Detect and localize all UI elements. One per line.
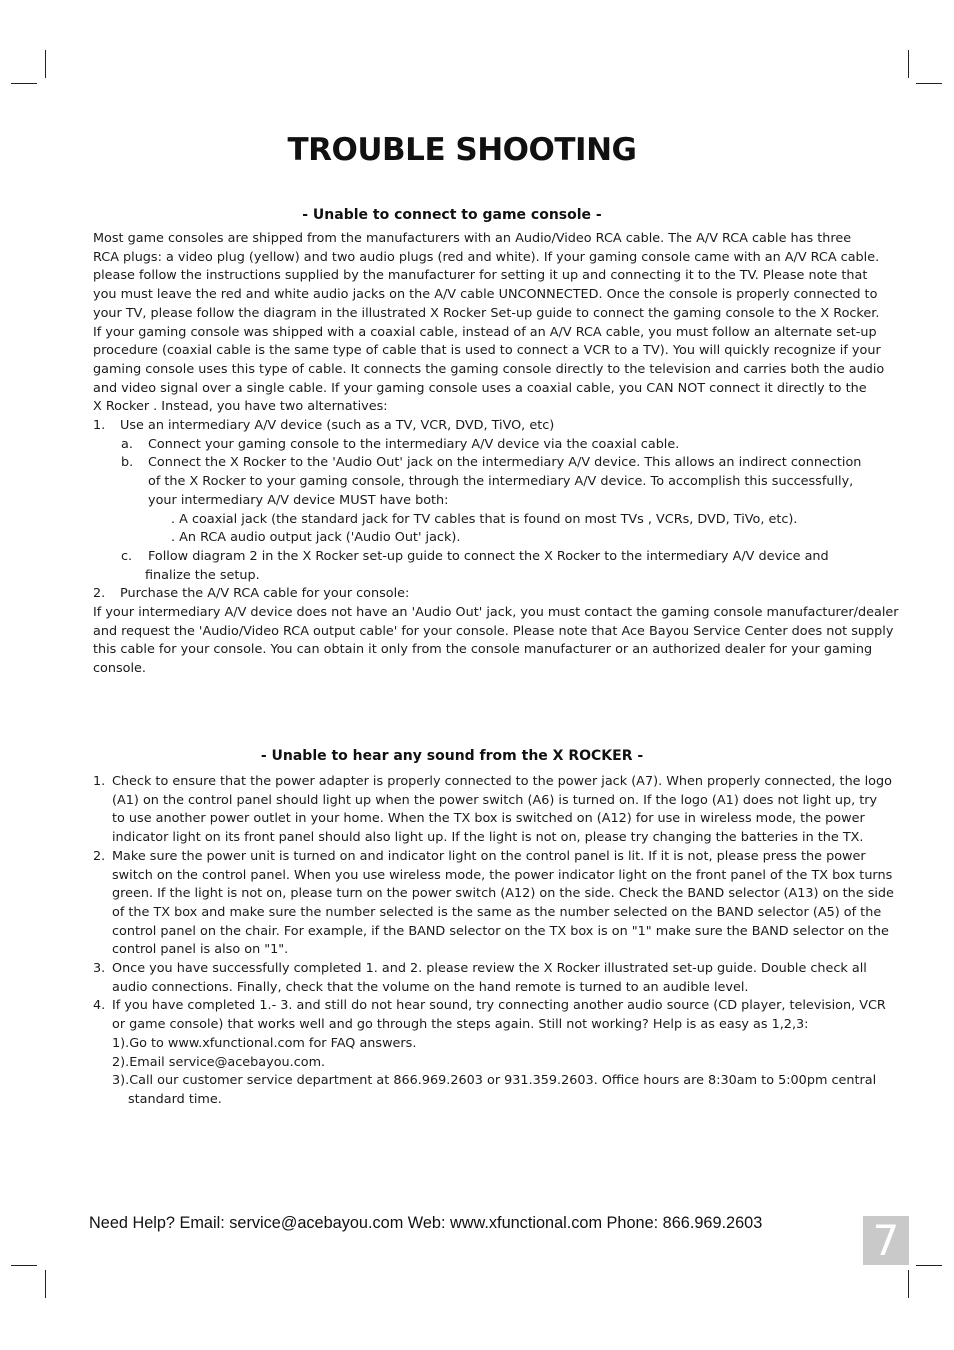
bullet-item: . An RCA audio output jack ('Audio Out' jack).	[171, 530, 461, 546]
list-letter: b.	[121, 455, 134, 471]
paragraph-line: console.	[93, 661, 146, 677]
paragraph-line: If your gaming console was shipped with a coaxial cable, instead of an A/V RCA cable, you must follow an alternate set-up	[93, 324, 877, 340]
list-number: 2.	[93, 586, 106, 602]
list-letter: a.	[121, 436, 133, 452]
list-item-text: Use an intermediary A/V device (such as a TV, VCR, DVD, TiVO, etc)	[120, 418, 555, 434]
list-number: 2.	[93, 848, 106, 864]
paragraph-line: please follow the instructions supplied by the manufacturer for setting it up and connecting it to the TV. Please note that	[93, 268, 868, 284]
page-title: TROUBLE SHOOTING	[287, 132, 637, 168]
paragraph-line: Most game consoles are shipped from the manufacturers with an Audio/Video RCA cable. The A/V RCA cable has three	[93, 231, 852, 246]
list-item-text: Purchase the A/V RCA cable for your console:	[120, 586, 410, 602]
list-item	[93, 585, 899, 604]
list-item-text: Make sure the power unit is turned on and indicator light on the control panel is lit. If it is not, please press the power	[112, 848, 866, 864]
list-number: 4.	[93, 998, 106, 1014]
list-item-text: Connect your gaming console to the intermediary A/V device via the coaxial cable.	[148, 436, 680, 452]
list-number: 3.	[93, 961, 106, 977]
paragraph-line: X Rocker . Instead, you have two alternatives:	[93, 399, 388, 415]
crop-mark	[11, 1265, 37, 1266]
crop-mark	[916, 83, 942, 84]
list-item-continuation: finalize the setup.	[145, 567, 260, 583]
list-item-continuation: or game console) that works well and go through the steps again. Still not working? Help is as easy as 1,2,3:	[112, 1017, 809, 1033]
crop-mark	[916, 1265, 942, 1266]
list-item-continuation: your intermediary A/V device MUST have both:	[148, 492, 449, 508]
help-step-continuation: standard time.	[128, 1091, 222, 1107]
paragraph-line: your TV, please follow the diagram in the illustrated X Rocker Set-up guide to connect the gaming console to the X Rocker.	[93, 305, 880, 321]
list-item	[93, 997, 894, 1016]
list-item-continuation: indicator light on its front panel should also light up. If the light is not on, please try changing the batteries in the TX.	[112, 830, 864, 846]
list-item-continuation: control panel on the chair. For example, if the BAND selector on the TX box is on "1" make sure the BAND selector on the	[112, 923, 889, 939]
list-item	[93, 548, 899, 567]
list-item	[93, 436, 899, 455]
paragraph-line: procedure (coaxial cable is the same type of cable that is used to connect a VCR to a TV). You will quickly recognize if your	[93, 343, 881, 359]
list-item	[93, 960, 894, 979]
list-letter: c.	[121, 548, 133, 564]
paragraph-line: RCA plugs: a video plug (yellow) and two audio plugs (red and white). If your gaming console came with an A/V RCA cable.	[93, 249, 880, 265]
list-item-continuation: of the X Rocker to your gaming console, through the intermediary A/V device. To accomplish this successfully,	[148, 474, 854, 490]
paragraph-line: and video signal over a single cable. If your gaming console uses a coaxial cable, you CAN NOT connect it directly to the	[93, 380, 867, 396]
crop-mark	[908, 50, 909, 78]
crop-mark	[908, 1270, 909, 1298]
crop-mark	[45, 1270, 46, 1298]
list-number: 1.	[93, 774, 106, 789]
list-item	[93, 848, 894, 867]
paragraph-line: this cable for your console. You can obtain it only from the console manufacturer or an authorized dealer for your gaming	[93, 642, 873, 658]
page-number: 7	[863, 1216, 909, 1265]
list-item-continuation: switch on the control panel. When you use wireless mode, the power indicator light on the front panel of the TX box turns	[112, 867, 893, 883]
list-number: 1.	[93, 418, 106, 434]
list-item	[93, 454, 899, 473]
list-item-continuation: audio connections. Finally, check that the volume on the hand remote is turned to an audible level.	[112, 979, 749, 995]
section-body-game-console	[93, 230, 899, 679]
list-item-text: Once you have successfully completed 1. and 2. please review the X Rocker illustrated set-up guide. Double check all	[112, 961, 867, 977]
list-item-continuation: control panel is also on "1".	[112, 942, 289, 958]
list-item-continuation: to use another power outlet in your home. When the TX box is switched on (A12) for use in wireless mode, the power	[112, 811, 865, 827]
list-item-text: Check to ensure that the power adapter is properly connected to the power jack (A7). When properly connected, the logo	[112, 774, 892, 789]
crop-mark	[45, 50, 46, 78]
footer-contact: Need Help? Email: service@acebayou.com Web: www.xfunctional.com Phone: 866.969.2603	[89, 1214, 763, 1232]
list-item-text: Connect the X Rocker to the 'Audio Out' jack on the intermediary A/V device. This allows an indirect connection	[148, 455, 862, 471]
section-body-no-sound	[93, 773, 894, 1110]
list-item-text: If you have completed 1.- 3. and still do not hear sound, try connecting another audio source (CD player, television, VCR	[112, 998, 886, 1014]
crop-mark	[11, 83, 37, 84]
paragraph-line: gaming console uses this type of cable. It connects the gaming console directly to the television and carries both the audio	[93, 361, 885, 377]
list-item-continuation: of the TX box and make sure the number selected is the same as the number selected on the BAND selector (A5) of the	[112, 904, 882, 920]
paragraph-line: If your intermediary A/V device does not have an 'Audio Out' jack, you must contact the gaming console manufacturer/dealer	[93, 605, 899, 621]
list-item-continuation: (A1) on the control panel should light up when the power switch (A6) is turned on. If the logo (A1) does not light up, try	[112, 792, 878, 808]
section-heading-game-console: - Unable to connect to game console -	[302, 207, 602, 223]
bullet-item: . A coaxial jack (the standard jack for TV cables that is found on most TVs , VCRs, DVD, TiVo, etc).	[171, 511, 798, 527]
help-step: 1).Go to www.xfunctional.com for FAQ answers.	[112, 1035, 417, 1051]
list-item-text: Follow diagram 2 in the X Rocker set-up guide to connect the X Rocker to the intermediary A/V device and	[148, 548, 829, 564]
help-step: 2).Email service@acebayou.com.	[112, 1054, 326, 1070]
paragraph-line: and request the 'Audio/Video RCA output cable' for your console. Please note that Ace Bayou Service Center does not supply	[93, 623, 894, 639]
list-item-continuation: green. If the light is not on, please turn on the power switch (A12) on the side. Check the BAND selector (A13) on the side	[112, 886, 894, 902]
list-item	[93, 417, 899, 436]
section-heading-no-sound: - Unable to hear any sound from the X ROCKER -	[260, 748, 644, 764]
list-item	[93, 773, 894, 792]
help-step: 3).Call our customer service department at 866.969.2603 or 931.359.2603. Office hours are 8:30am to 5:00pm central	[112, 1073, 877, 1089]
paragraph-line: you must leave the red and white audio jacks on the A/V cable UNCONNECTED. Once the console is properly connected to	[93, 287, 878, 303]
